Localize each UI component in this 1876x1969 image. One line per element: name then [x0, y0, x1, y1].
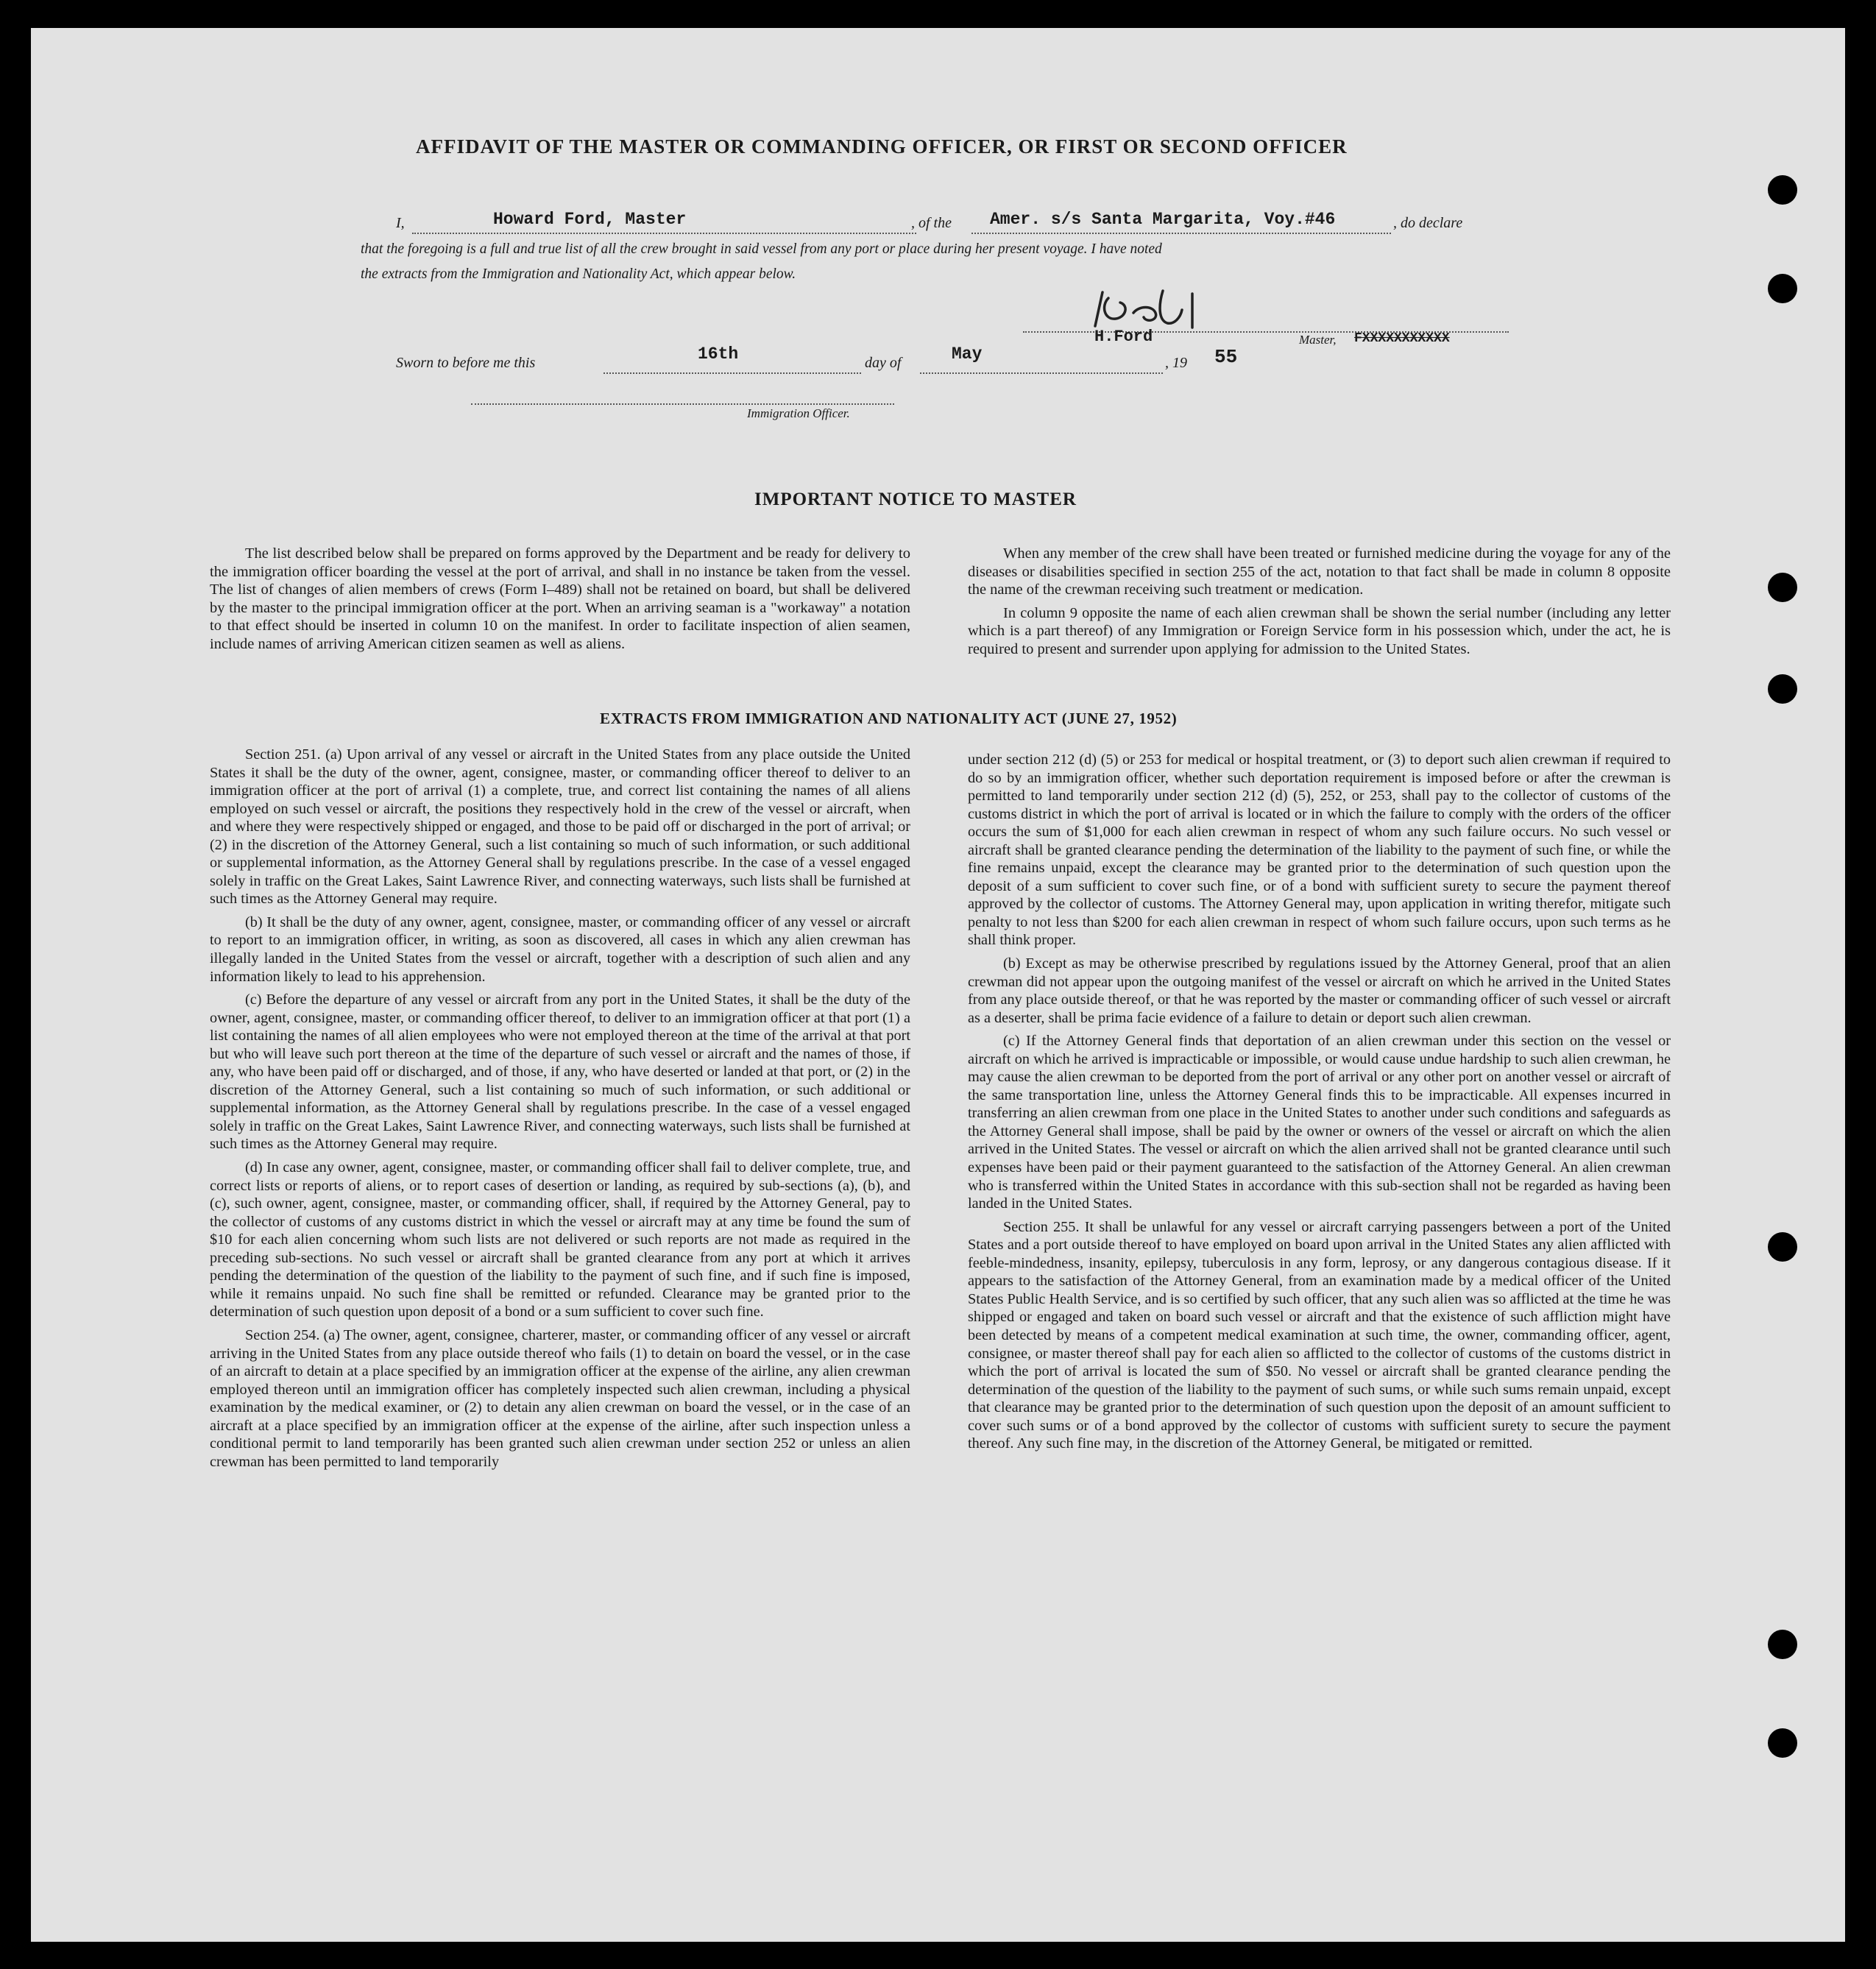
declare-label: , do declare	[1393, 215, 1463, 231]
year-prefix: , 19	[1165, 355, 1187, 371]
notice-left-paragraph: The list described below shall be prepared on forms approved by the Department and be ready for delivery to the immigration officer boarding the vessel at the port of arrival, and shall in no instance be taken from the vessel. The list of changes of alien members of crews (Form I–489) shall not be retained on board, but shall be delivered by the master to the principal immigration officer at the port. When an arriving seaman is a "workaway" a notation to that effect should be inserted in column 10 on the manifest. In order to facilitate inspection of alien seamen, include names of arriving American citizen seamen as well as aliens.	[210, 545, 910, 652]
affidavit-title: AFFIDAVIT OF THE MASTER OR COMMANDING OFFICER, OR FIRST OR SECOND OFFICER	[416, 135, 1348, 158]
section-254-c: (c) If the Attorney General finds that deportation of an alien crewman under this section on the vessel or aircraft on which he arrived is impracticable or impossible, or would cause undue hardship to such alien crewman, he may cause the alien crewman to be deported from the port of arrival or any other port on another vessel or aircraft of the same transportation line, unless the Attorney General finds this to be impracticable. All expenses incurred in transferring an alien crewman from one place in the United States to another under such conditions and safeguards as the Attorney General shall impose, shall be paid by the owner or owners of the vessel or aircraft on which the alien arrived in the United States. The vessel or aircraft on which the alien arrived shall not be granted clearance until such expenses have been paid or their payment guaranteed to the satisfaction of the Attorney General. An alien crewman who is transferred within the United States in accordance with this sub-section shall not be regarded as having been landed in the United States.	[968, 1033, 1671, 1212]
punch-hole-2	[1768, 274, 1797, 303]
punch-hole-5	[1768, 1232, 1797, 1262]
section-251-c: (c) Before the departure of any vessel or aircraft from any port in the United States, it shall be the duty of the owner, agent, consignee, master, or commanding officer thereof, to deliver to an immigration officer at that port (1) a list containing the names of all alien employees who were not employed thereon at the time of the arrival at that port but who will leave such port thereon at the time of the departure of such vessel or aircraft and the names of those, if any, who have been paid off or discharged, and of those, if any, who have deserted or landed at that port, or (2) in the discretion of the Attorney General, such a list containing so much of such information, or such additional or supplemental information, as the Attorney General shall by regulations prescribe. In the case of a vessel engaged solely in traffic on the Great Lakes, Saint Lawrence River, and connecting waterways, such lists shall be furnished at such times as the Attorney General may require.	[210, 991, 910, 1153]
notice-right-paragraph-2: In column 9 opposite the name of each alien crewman shall be shown the serial number (including any letter which is a part thereof) of any Immigration or Foreign Service form in his possession which, under the act, he is required to present and surrender upon applying for admission to the United States.	[968, 604, 1671, 657]
immigration-officer-label: Immigration Officer.	[747, 406, 850, 420]
year-value: 55	[1214, 346, 1238, 368]
punch-hole-6	[1768, 1630, 1797, 1659]
sworn-day-line	[603, 372, 861, 374]
i-label: I,	[396, 215, 405, 231]
sworn-day-value: 16th	[698, 344, 739, 364]
section-251-d: (d) In case any owner, agent, consignee, master, or commanding officer shall fail to deliver complete, true, and correct lists or reports of aliens, or to report cases of desertion or landing, as required by sub-sections (a), (b), and (c), such owner, agent, consignee, master, or commanding officer, shall, if required by the Attorney General, pay to the collector of customs of any customs district in which the vessel or aircraft may at any time be found the sum of $10 for each alien concerning whom such lists are not delivered or such reports are not made as required in the preceding sub-sections. No such vessel or aircraft shall be granted clearance from any port at which it arrives pending the determination of the question of the liability to the payment of such fine, and if such fine is imposed, while it remains unpaid. No such fine shall be remitted or refunded. Clearance may be granted prior to the determination of such question upon deposit of a bond or a sum sufficient to cover such fine.	[210, 1159, 910, 1321]
extracts-title: EXTRACTS FROM IMMIGRATION AND NATIONALITY ACT (JUNE 27, 1952)	[600, 710, 1178, 727]
notice-left-column	[210, 545, 910, 659]
declaration-line-2: the extracts from the Immigration and Nationality Act, which appear below.	[361, 266, 796, 282]
section-255: Section 255. It shall be unlawful for any vessel or aircraft carrying passengers between a port of the United States and a port outside thereof to have employed on board upon arrival in the United States any alien afflicted with feeble-mindedness, insanity, epilepsy, tuberculosis in any form, leprosy, or any dangerous contagious disease. If it appears to the satisfaction of the Attorney General, from an examination made by a medical officer of the United States Public Health Service, and is so certified by such officer, that any such alien was so afflicted at the time he was shipped or engaged and taken on board such vessel or aircraft and that the existence of such affliction might have been detected by means of a competent medical examination at such time, the owner, commanding officer, agent, consignee, or master thereof shall pay for each alien so afflicted to the collector of customs of the customs district in which the port of arrival is located the sum of $50. No vessel or aircraft shall be granted clearance pending the determination of the question of the liability to the payment of such sums, or while such sums remain unpaid, except that clearance may be granted prior to the determination of such question upon the deposit of an amount sufficient to cover such sums or of a bond approved by the collector of customs with sufficient surety to secure the payment thereof. Any such fine may, in the discretion of the Attorney General, be mitigated or remitted.	[968, 1218, 1671, 1452]
vessel-line	[971, 233, 1391, 234]
sworn-month-value: May	[952, 344, 983, 364]
section-254-a-continued: under section 212 (d) (5) or 253 for medical or hospital treatment, or (3) to deport such alien crewman if required to do so by an immigration officer, whether such deportation requirement is imposed before or after the crewman is permitted to land temporarily under section 212 (d) (5), 252, or 253, shall pay to the collector of customs of the customs district in which the port of arrival is located or in which the failure to comply with the orders of the officer occurs the sum of $1,000 for each alien crewman in respect of whom any such failure occurs. No such vessel or aircraft shall be granted clearance pending the determination of the liability to the payment of such fine, or while the fine remains unpaid, except the clearance may be granted prior to the determination of such question upon the deposit of a sum sufficient to cover such fine, or of a bond with sufficient surety to secure the payment thereof approved by the collector of customs. The Attorney General may, upon application in writing therefor, mitigate such penalty to not less than $200 for each alien crewman in respect of whom such failure occurs, upon such terms as he shall think proper.	[968, 752, 1671, 949]
notice-right-paragraph-1: When any member of the crew shall have been treated or furnished medicine during the voyage for any of the diseases or disabilities specified in section 255 of the act, notation to that fact shall be made in column 8 opposite the name of the crewman receiving such treatment or medication.	[968, 545, 1671, 598]
vessel-value: Amer. s/s Santa Margarita, Voy.#46	[990, 210, 1336, 229]
of-the-label: , of the	[911, 215, 952, 231]
extracts-left-column	[210, 746, 910, 1476]
struck-title-text: FXXXXXXXXXXX	[1354, 331, 1450, 346]
section-251-b: (b) It shall be the duty of any owner, agent, consignee, master, or commanding officer of any vessel or aircraft to report to an immigration officer, in writing, as soon as discovered, all cases in which any alien crewman has illegally landed in the United States from the vessel or aircraft, together with a description of such alien and any information likely to lead to his apprehension.	[210, 913, 910, 985]
name-line	[412, 233, 916, 234]
section-254-a: Section 254. (a) The owner, agent, consignee, charterer, master, or commanding officer of any vessel or aircraft arriving in the United States from any place outside thereof who fails (1) to detain on board the vessel, or in the case of an aircraft to detain at a place specified by an immigration officer at the expense of the airline, any alien crewman employed thereon until an immigration officer has completely inspected such alien crewman, including a physical examination by the medical examiner, or (2) to detain any alien crewman on board the vessel, or in the case of an aircraft at a place specified by an immigration officer at the expense of the airline, after such inspection unless a conditional permit to land temporarily has been granted such alien crewman under section 252 or unless an alien crewman has been permitted to land temporarily	[210, 1326, 910, 1470]
sworn-month-line	[920, 372, 1163, 374]
extracts-right-column	[968, 751, 1671, 1458]
punch-hole-3	[1768, 573, 1797, 602]
master-name-value: Howard Ford, Master	[493, 210, 687, 229]
section-254-b: (b) Except as may be otherwise prescribed by regulations issued by the Attorney General, proof that an alien crewman did not appear upon the outgoing manifest of the vessel or aircraft on which he arrived in the United States from any place outside thereof, or that he was reported by the master or commanding officer of such vessel or aircraft as a deserter, shall be prima facie evidence of a failure to detain or deport such alien crewman.	[968, 955, 1671, 1026]
immigration-officer-line	[471, 403, 894, 405]
punch-hole-1	[1768, 175, 1797, 205]
typed-signature: H.Ford	[1094, 328, 1153, 346]
section-251-a: Section 251. (a) Upon arrival of any vessel or aircraft in the United States from any place outside the United States it shall be the duty of the owner, agent, consignee, master, or commanding officer thereof to deliver to an immigration officer at the port of arrival (1) a complete, true, and correct list containing the names of all aliens employed on such vessel or aircraft, the positions they respectively hold in the crew of the vessel or aircraft, when and where they were respectively shipped or engaged, and those to be paid off or discharged in the port of arrival; or (2) in the discretion of the Attorney General, such a list containing so much of such information, or such additional or supplemental information, as the Attorney General shall by regulations prescribe. In the case of a vessel engaged solely in traffic on the Great Lakes, Saint Lawrence River, and connecting waterways, such lists shall be furnished at such times as the Attorney General may require.	[210, 746, 910, 908]
notice-right-column	[968, 545, 1671, 664]
declaration-line-1: that the foregoing is a full and true list of all the crew brought in said vessel from any port or place during her present voyage. I have noted	[361, 241, 1162, 257]
punch-hole-7	[1768, 1728, 1797, 1758]
day-of-label: day of	[865, 355, 902, 371]
master-label: Master,	[1299, 333, 1337, 347]
notice-title: IMPORTANT NOTICE TO MASTER	[754, 489, 1077, 509]
sworn-label: Sworn to before me this	[396, 355, 536, 371]
punch-hole-4	[1768, 674, 1797, 704]
